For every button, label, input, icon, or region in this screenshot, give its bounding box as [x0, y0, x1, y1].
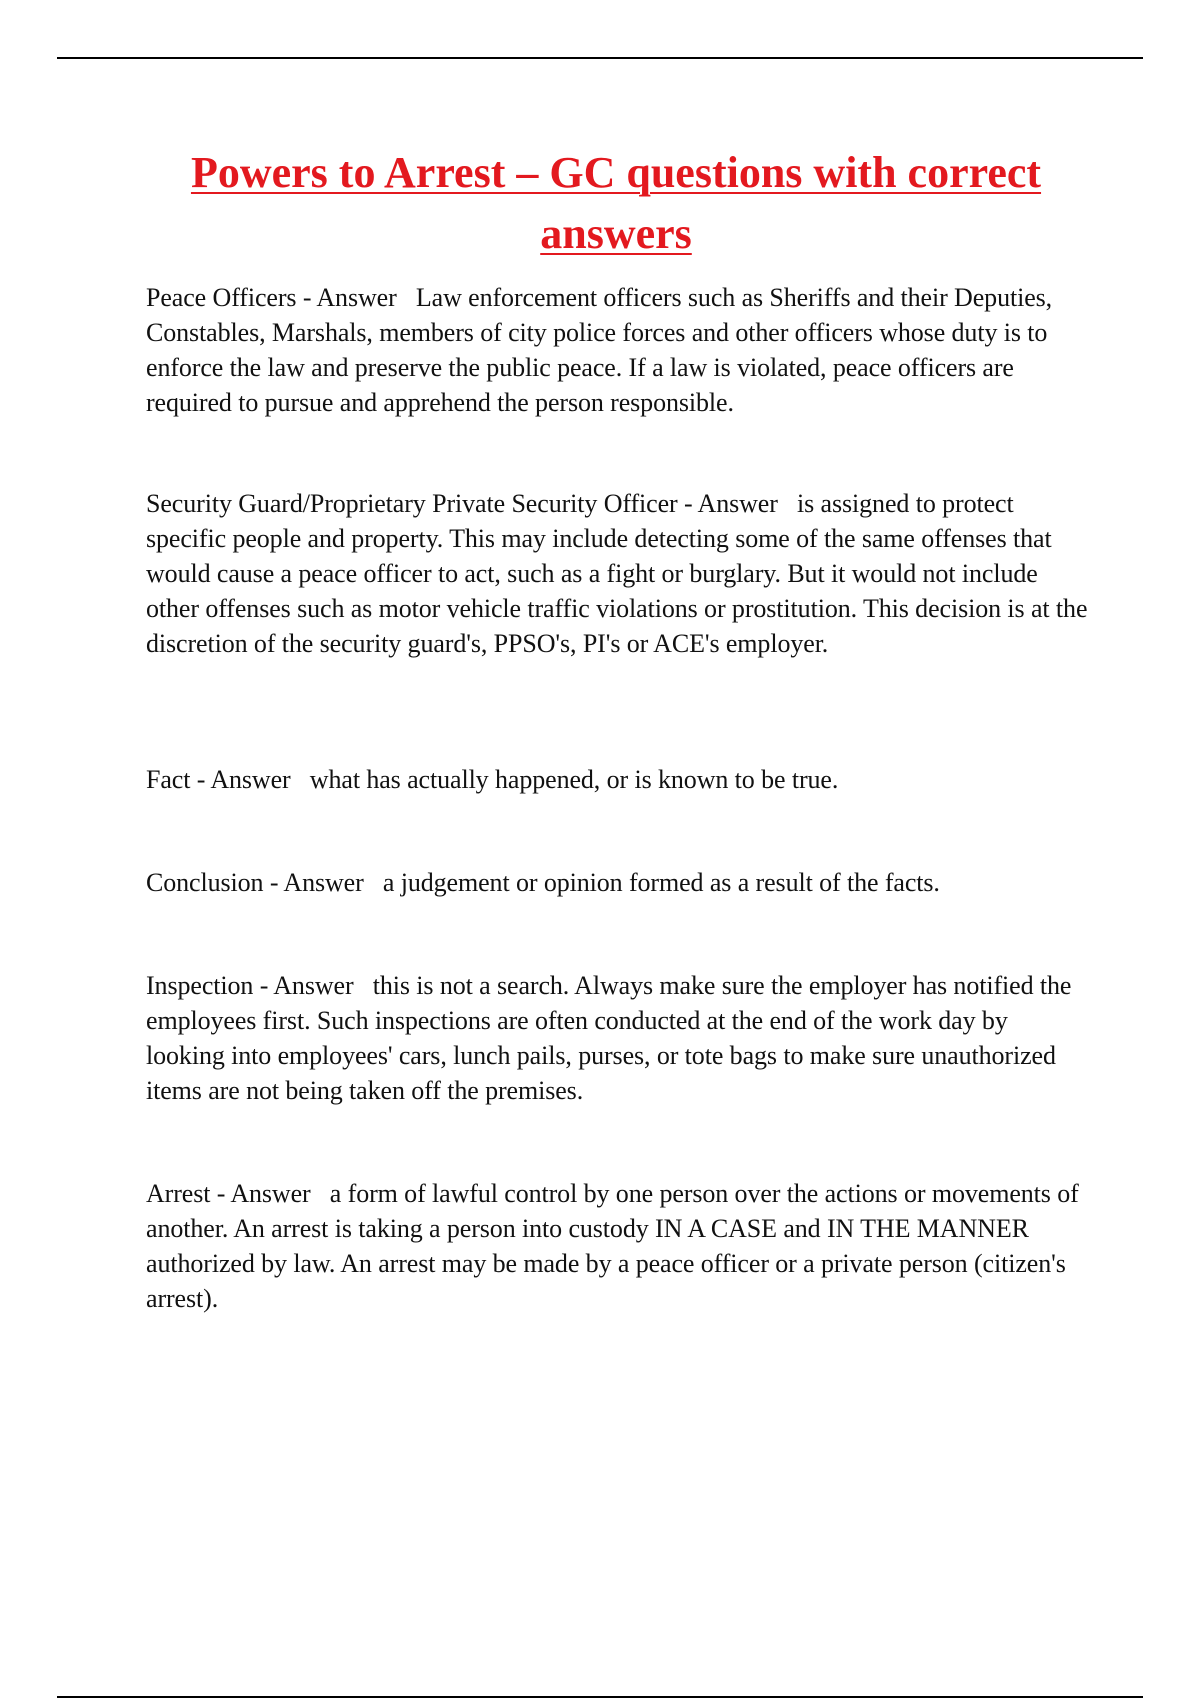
- qa-item: [146, 968, 1091, 1108]
- qa-answer: is assigned to protect specific people and property. This may include detecting some of the same offenses that would cause a peace officer to act, such as a fight or burglary. But it would not include other offenses such as motor vehicle traffic violations or prostitution. This decision is at the discretion of the security guard's, PPSO's, PI's or ACE's employer.: [146, 489, 1088, 658]
- qa-answer: what has actually happened, or is known to be true.: [309, 765, 839, 794]
- header-rule: [57, 57, 1143, 59]
- qa-term: Security Guard/Proprietary Private Security Officer: [146, 489, 678, 518]
- qa-list: [146, 280, 1091, 1316]
- qa-item: [146, 865, 1091, 901]
- answer-label: Answer: [697, 489, 778, 518]
- answer-label: Answer: [230, 1179, 311, 1208]
- qa-term: Inspection: [146, 971, 254, 1000]
- answer-label: Answer: [273, 971, 354, 1000]
- qa-answer: this is not a search. Always make sure the employer has notified the employees first. Such inspections are often conducted at the end of the work day by looking into employees' cars, lunch pails, purses, or tote bags to make sure unauthorized items are not being taken off the premises.: [146, 971, 1072, 1105]
- qa-separator: -: [210, 1179, 231, 1208]
- qa-answer: a form of lawful control by one person over the actions or movements of another. An arrest is taking a person into custody IN A CASE and IN THE MANNER authorized by law. An arrest may be made by a peace officer or a private person (citizen's arrest).: [146, 1179, 1079, 1313]
- qa-separator: -: [190, 765, 211, 794]
- qa-separator: -: [677, 489, 698, 518]
- qa-term: Peace Officers: [146, 283, 297, 312]
- qa-separator: -: [296, 283, 317, 312]
- qa-item: [146, 1176, 1091, 1316]
- qa-separator: -: [263, 868, 284, 897]
- qa-separator: -: [253, 971, 274, 1000]
- footer-rule: [57, 1696, 1143, 1698]
- qa-term: Arrest: [146, 1179, 211, 1208]
- document-title: Powers to Arrest – GC questions with correct answers: [190, 148, 1042, 258]
- answer-label: Answer: [283, 868, 364, 897]
- answer-label: Answer: [210, 765, 291, 794]
- qa-answer: Law enforcement officers such as Sheriffs and their Deputies, Constables, Marshals, members of city police forces and other officers whose duty is to enforce the law and preserve the public peace. If a law is violated, peace officers are required to pursue and apprehend the person responsible.: [146, 283, 1053, 417]
- answer-label: Answer: [316, 283, 397, 312]
- qa-term: Conclusion: [146, 868, 264, 897]
- qa-term: Fact: [146, 765, 191, 794]
- qa-item: [146, 486, 1091, 696]
- qa-item: [146, 762, 1091, 798]
- qa-item: [146, 280, 1091, 417]
- qa-answer: a judgement or opinion formed as a result of the facts.: [382, 868, 940, 897]
